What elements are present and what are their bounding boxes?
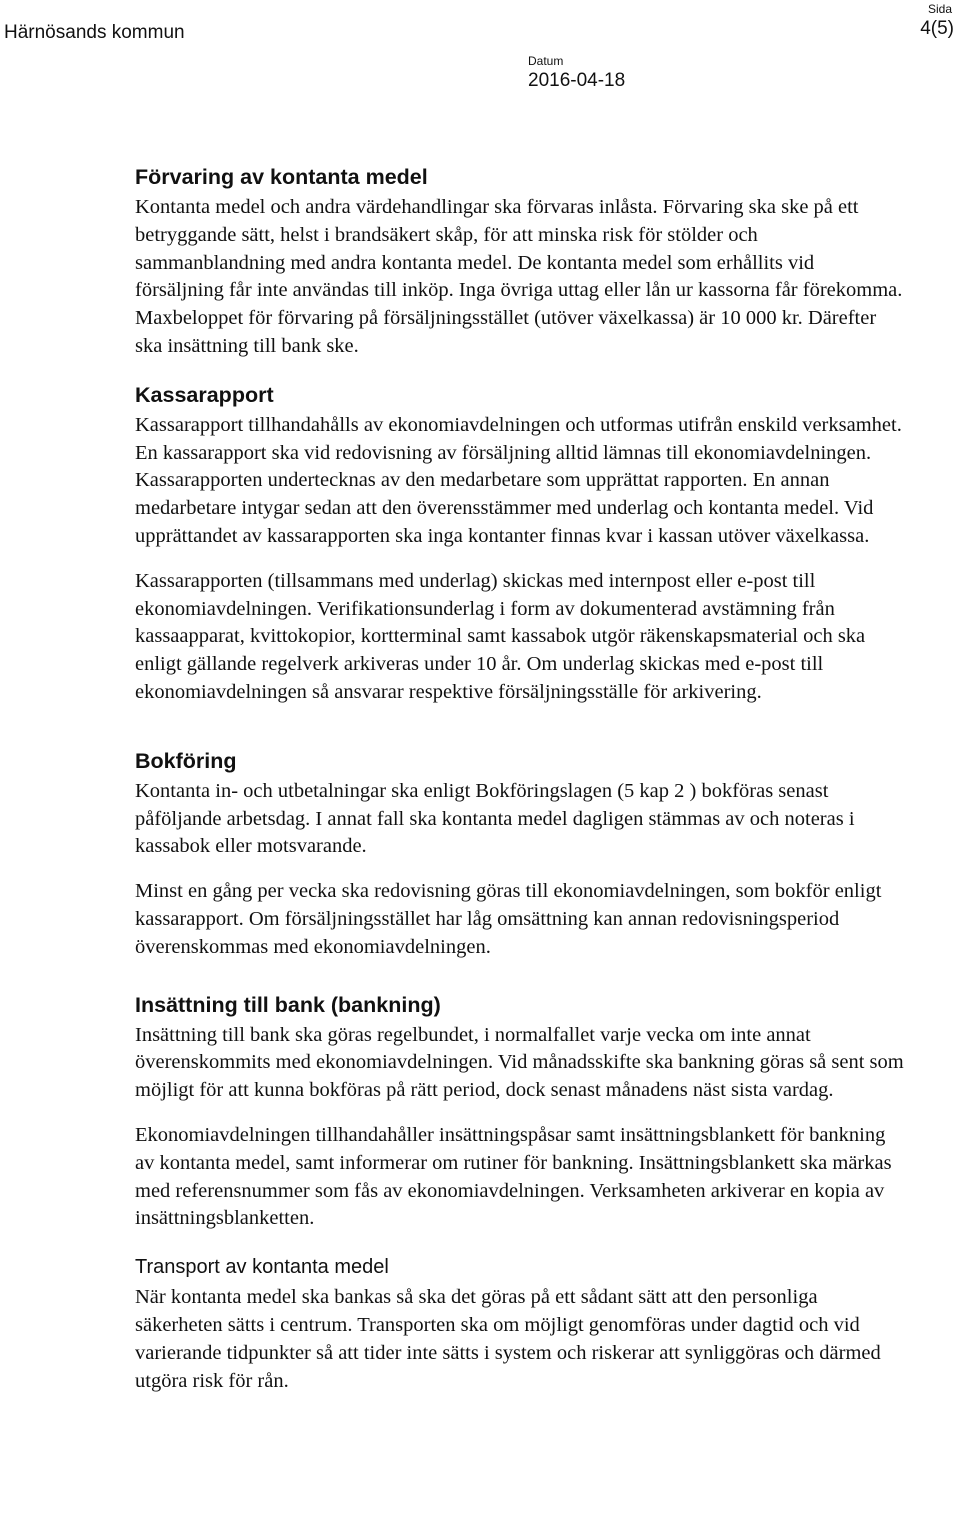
paragraph-insattning-2: Ekonomiavdelningen tillhandahåller insättningspåsar samt insättningsblankett för bankning av kontanta medel, samt informerar om rutiner för bankning. Insättningsblankett ska märkas med referensnummer som fås av ekonomiavdelningen. Verksamheten arkiverar en kopia av insättningsblanketten. <box>135 1123 892 1230</box>
section-heading-transport: Transport av kontanta medel <box>135 1256 389 1279</box>
paragraph-kassarapport-1: Kassarapport tillhandahålls av ekonomiavdelningen och utformas utifrån enskild verksamhet. En kassarapport ska vid redovisning av försäljning alltid lämnas till ekonomiavdelningen. Kassarapporten undertecknas av den medarbetare som upprättat rapporten. En annan medarbetare intygar sedan att den överensstämmer med underlag och kontanta medel. Vid upprättandet av kassarapporten ska inga kontanter finnas kvar i kassan utöver växelkassa. <box>135 413 902 547</box>
header-date-label: Datum <box>528 54 564 68</box>
section-heading-insattning: Insättning till bank (bankning) <box>135 992 441 1017</box>
header-organization: Härnösands kommun <box>4 22 185 43</box>
header-page-label: Sida <box>927 2 952 16</box>
paragraph-transport: När kontanta medel ska bankas så ska det göras på ett sådant sätt att den personliga säkerheten sätts i centrum. Transporten ska om möjligt genomföras under dagtid och vid varierande tidpunkter så att tider inte sätts i system och riskerar att synliggöras och därmed utgöra risk för rån. <box>135 1286 881 1392</box>
section-heading-bokforing: Bokföring <box>135 748 237 773</box>
paragraph-kassarapport-2: Kassarapporten (tillsammans med underlag) skickas med internpost eller e-post till ekonomiavdelningen. Verifikationsunderlag i form av dokumenterad avstämning från kassaapparat, kvittokopior, kortterminal samt kassabok utgör räkenskapsmaterial och ska enligt gällande regelverk arkiveras under 10 år. Om underlag skickas med e-post till ekonomiavdelningen så ansvarar respektive försäljningsställe för arkivering. <box>135 569 866 703</box>
paragraph-forvaring: Kontanta medel och andra värdehandlingar ska förvaras inlåsta. Förvaring ska ske på ett betryggande sätt, helst i brandsäkert skåp, för att minska risk för stölder och sammanblandning med andra kontanta medel. De kontanta medel som erhållits vid försäljning får inte användas till inköp. Inga övriga uttag eller lån ur kassorna får förekomma. Maxbeloppet för förvaring på försäljningsstället (utöver växelkassa) är 10 000 kr. Därefter ska insättning till bank ske. <box>135 196 903 357</box>
paragraph-bokforing-2: Minst en gång per vecka ska redovisning göras till ekonomiavdelningen, som bokför enligt kassarapport. Om försäljningsstället har låg omsättning kan annan redovisningsperiod överenskommas med ekonomiavdelningen. <box>135 880 882 958</box>
paragraph-insattning-1: Insättning till bank ska göras regelbundet, i normalfallet varje vecka om inte annat överenskommits med ekonomiavdelningen. Vid månadsskifte ska bankning göras så sent som möjligt för att kunna bokföras på rätt period, dock senast månadens näst sista vardag. <box>135 1023 904 1102</box>
paragraph-bokforing-1: Kontanta in- och utbetalningar ska enligt Bokföringslagen (5 kap 2 ) bokföras senast påföljande arbetsdag. I annat fall ska kontanta medel dagligen stämmas av och noteras i kassabok eller motsvarande. <box>135 779 855 858</box>
document-body <box>135 160 905 1395</box>
header-date: 2016-04-18 <box>528 70 626 91</box>
section-heading-kassarapport: Kassarapport <box>135 382 274 407</box>
header-page-number: 4(5) <box>920 18 954 39</box>
section-heading-forvaring: Förvaring av kontanta medel <box>135 165 428 189</box>
